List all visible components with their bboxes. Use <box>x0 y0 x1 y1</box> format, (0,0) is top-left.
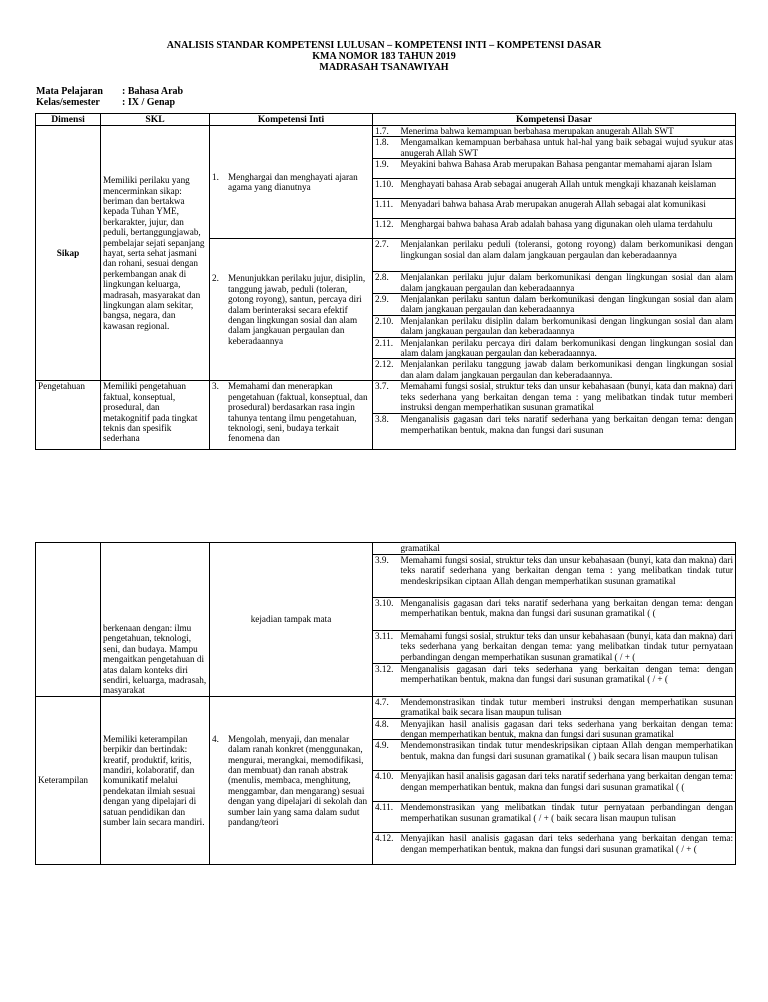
kd-number: 1.9. <box>373 159 400 179</box>
kd-text: Menjalankan perilaku disiplin dalam berkomunikasi dengan lingkungan sosial dan alam dalam jangkauan pergaulan dan keberadaannya <box>400 315 736 337</box>
kd-text: Menyajikan hasil analisis gagasan dari teks sederhana yang berkaitan dengan tema: dengan memperhatikan bentuk, makna dan fungsi dari susunan gramatikal ( / + ( <box>400 833 736 865</box>
kd-number: 3.11. <box>373 630 400 663</box>
table-row <box>36 381 736 414</box>
kd-number: 4.7. <box>373 696 400 718</box>
ki-4 <box>212 734 370 828</box>
ki-2-number: 2. <box>212 273 219 284</box>
kd-number: 3.8. <box>373 414 400 450</box>
kd-text: Menganalisis gagasan dari teks naratif sederhana yang berkaitan dengan tema: dengan memperhatikan bentuk, makna dan fungsi dari susunan gramatikal ( ( <box>400 597 736 630</box>
col-header-dimensi: Dimensi <box>36 114 101 126</box>
kd-number: 1.11. <box>373 199 400 219</box>
table-row <box>36 543 736 555</box>
skl-pengetahuan-part-1: Memiliki pengetahuan faktual, konseptual, prosedural, dan metakognitif pada tingkat teknis dan spesifik sederhana <box>101 381 210 450</box>
kd-number: 2.9. <box>373 294 400 316</box>
kd-text: Menjalankan perilaku santun dalam berkomunikasi dengan lingkungan sosial dan alam dalam jangkauan pergaulan dan keberadaannya <box>400 294 736 316</box>
kd-text: Menyajikan hasil analisis gagasan dari teks sederhana yang berkaitan dengan tema: dengan memperhatikan bentuk, makna dan fungsi dari susunan gramatikal <box>400 718 736 740</box>
kd-text: Menghayati bahasa Arab sebagai anugerah Allah untuk mengkaji khazanah keislaman <box>400 179 736 199</box>
kd-text: Memahami fungsi sosial, struktur teks dan unsur kebahasaan (bunyi, kata dan makna) dari teks sederhana yang berkaitan dengan tema: yang melibatkan tindak tutur pernyataan perbandingan dengan memperhatikan susunan gramatikal ( / + ( <box>400 630 736 663</box>
kd-number: 1.7. <box>373 126 400 137</box>
kd-text: Mengamalkan kemampuan berbahasa untuk hal-hal yang baik sebagai wujud syukur atas anugerah Allah SWT <box>400 137 736 159</box>
ki-1 <box>212 172 370 193</box>
class-value: : IX / Genap <box>122 97 176 108</box>
kd-text: Memahami fungsi sosial, struktur teks dan unsur kebahasaan (bunyi, kata dan makna) dari teks naratif sederhana yang berkaitan dengan tema : yang melibatkan tindak tutur mendeskripsikan ciptaan Allah dengan memperhatikan susunan gramatikal <box>400 554 736 597</box>
dimension-pengetahuan-cont <box>36 543 101 697</box>
kd-text: Menjalankan perilaku peduli (toleransi, gotong royong) dalam berkomunikasi dengan lingkungan sosial dan alam dalam jangkauan pergaulan dan keberadaannya <box>400 239 736 272</box>
kd-number: 2.12. <box>373 359 400 381</box>
kd-text: Meyakini bahwa Bahasa Arab merupakan Bahasa pengantar memahami ajaran Islam <box>400 159 736 179</box>
skl-pengetahuan-part-2: berkenaan dengan: ilmu pengetahuan, teknologi, seni, dan budaya. Mampu mengaitkan pengetahuan di atas dalam konteks diri sendiri, keluarga, madrasah, masyarakat <box>101 543 210 697</box>
ki-3-cell <box>210 381 373 450</box>
kd-text: Mendemonstrasikan yang melibatkan tindak tutur pernyataan perbandingan dengan memperhatikan susunan gramatikal ( / + ( baik secara lisan maupun tulisan <box>400 802 736 833</box>
dimension-keterampilan: Keterampilan <box>36 696 101 865</box>
kd-number: 2.11. <box>373 337 400 359</box>
document-header <box>0 40 768 73</box>
kd-text: Mendemonstrasikan tindak tutur memberi instruksi dengan memperhatikan susunan gramatikal baik secara lisan maupun tulisan <box>400 696 736 718</box>
ki-4-cell <box>210 696 373 865</box>
kd-text: Menerima bahwa kemampuan berbahasa merupakan anugerah Allah SWT <box>400 126 736 137</box>
competency-table-page-1 <box>35 113 736 450</box>
kd-number: 3.12. <box>373 663 400 696</box>
kd-text: Mendemonstrasikan tindak tutur mendeskripsikan ciptaan Allah dengan memperhatikan bentuk, makna dan fungsi dari susunan gramatikal ( ) baik secara lisan maupun tulisan <box>400 740 736 771</box>
header-regulation: KMA NOMOR 183 TAHUN 2019 <box>312 51 456 62</box>
ki-3 <box>212 381 370 443</box>
ki-1-text: Menghargai dan menghayati ajaran agama yang dianutnya <box>228 171 358 193</box>
kd-text: Menganalisis gagasan dari teks naratif sederhana yang berkaitan dengan tema: dengan memperhatikan bentuk, makna dan fungsi dari susunan <box>400 414 736 450</box>
table-row <box>36 126 736 137</box>
kd-text: Menjalankan perilaku percaya diri dalam berkomunikasi dengan lingkungan sosial dan alam dalam jangkauan pergaulan dan keberadaannya. <box>400 337 736 359</box>
kd-number-empty <box>373 543 400 555</box>
kd-number: 3.9. <box>373 554 400 597</box>
kd-number: 4.12. <box>373 833 400 865</box>
ki-4-number: 4. <box>212 733 219 744</box>
ki-2-text: Menunjukkan perilaku jujur, disiplin, tanggung jawab, peduli (toleran, gotong royong), santun, percaya diri dalam berinteraksi secara efektif dengan lingkungan sosial dan alam dalam jangkauan pergaulan dan keberadaannya <box>228 273 366 346</box>
document-meta <box>36 86 183 108</box>
kd-continuation: gramatikal <box>400 543 736 555</box>
skl-keterampilan: Memiliki keterampilan berpikir dan bertindak: kreatif, produktif, kritis, mandiri, kolaboratif, dan komunikatif melalui pendekatan ilmiah sesuai dengan yang dipelajari di satuan pendidikan dan sumber lain secara mandiri. <box>101 696 210 865</box>
kd-text: Menyadari bahwa bahasa Arab merupakan anugerah Allah sebagai alat komunikasi <box>400 199 736 219</box>
ki-1-cell <box>210 126 373 239</box>
ki-4-text: Mengolah, menyaji, dan menalar dalam ranah konkret (menggunakan, mengurai, merangkai, memodifikasi, dan membuat) dan ranah abstrak (menulis, membaca, menghitung, menggambar, dan mengarang) sesuai dengan yang dipelajari di sekolah dan sumber lain yang sama dalam sudut pandang/teori <box>228 733 368 828</box>
kd-number: 3.7. <box>373 381 400 414</box>
kd-number: 2.10. <box>373 315 400 337</box>
kd-number: 1.8. <box>373 137 400 159</box>
dimension-sikap: Sikap <box>36 126 101 381</box>
ki-2 <box>212 273 370 346</box>
kd-number: 2.7. <box>373 239 400 272</box>
kd-number: 4.11. <box>373 802 400 833</box>
ki-2-cell <box>210 239 373 381</box>
kd-number: 4.9. <box>373 740 400 771</box>
competency-table-page-2 <box>35 542 736 865</box>
ki-3-number: 3. <box>212 381 219 392</box>
subject-value: : Bahasa Arab <box>122 86 184 97</box>
skl-sikap: Memiliki perilaku yang mencerminkan sikap: beriman dan bertakwa kepada Tuhan YME, berkarakter, jujur, dan peduli, bertanggungjawab, pembelajar sejati sepanjang hayat, serta sehat jasmani dan rohani, sesuai dengan perkembangan anak di lingkungan keluarga, madrasah, masyarakat dan lingkungan alam sekitar, bangsa, negara, dan kawasan regional. <box>101 126 210 381</box>
kd-number: 4.8. <box>373 718 400 740</box>
col-header-skl: SKL <box>101 114 210 126</box>
dimension-pengetahuan: Pengetahuan <box>36 381 101 450</box>
table-row <box>36 696 736 718</box>
kd-text: Menghargai bahwa bahasa Arab adalah bahasa yang digunakan oleh ulama terdahulu <box>400 219 736 239</box>
kd-number: 4.10. <box>373 771 400 802</box>
col-header-kd: Kompetensi Dasar <box>373 114 736 126</box>
ki-1-number: 1. <box>212 171 219 182</box>
col-header-ki: Kompetensi Inti <box>210 114 373 126</box>
kd-number: 2.8. <box>373 272 400 294</box>
class-label: Kelas/semester <box>36 97 100 108</box>
header-school: MADRASAH TSANAWIYAH <box>319 62 449 73</box>
kd-number: 1.10. <box>373 179 400 199</box>
kd-text: Menyajikan hasil analisis gagasan dari teks naratif sederhana yang berkaitan dengan tema: dengan memperhatikan bentuk, makna dan fungsi dari susunan gramatikal ( ( <box>400 771 736 802</box>
kd-text: Menjalankan perilaku jujur dalam berkomunikasi dengan lingkungan sosial dan alam dalam jangkauan pergaulan dan keberadaannya <box>400 272 736 294</box>
ki-3-text: Memahami dan menerapkan pengetahuan (faktual, konseptual, dan prosedural) berdasarkan rasa ingin tahunya tentang ilmu pengetahuan, teknologi, seni, budaya terkait fenomena dan <box>228 381 368 444</box>
kd-text: Memahami fungsi sosial, struktur teks dan unsur kebahasaan (bunyi, kata dan makna) dari teks sederhana yang berkaitan dengan tema : yang melibatkan tindak tutur memberi instruksi dengan memperhatikan susunan gramatikal <box>400 381 736 414</box>
header-title: ANALISIS STANDAR KOMPETENSI LULUSAN – KOMPETENSI INTI – KOMPETENSI DASAR <box>166 40 602 51</box>
kd-number: 1.12. <box>373 219 400 239</box>
kd-number: 3.10. <box>373 597 400 630</box>
kd-text: Menganalisis gagasan dari teks sederhana yang berkaitan dengan tema: dengan memperhatikan bentuk, makna dan fungsi dari susunan gramatikal ( / + ( <box>400 663 736 696</box>
subject-label: Mata Pelajaran <box>36 86 103 97</box>
ki-3-continuation: kejadian tampak mata <box>210 543 373 697</box>
kd-text: Menjalankan perilaku tanggung jawab dalam berkomunikasi dengan lingkungan sosial dan alam dalam jangkauan pergaulan dan keberadaannya. <box>400 359 736 381</box>
